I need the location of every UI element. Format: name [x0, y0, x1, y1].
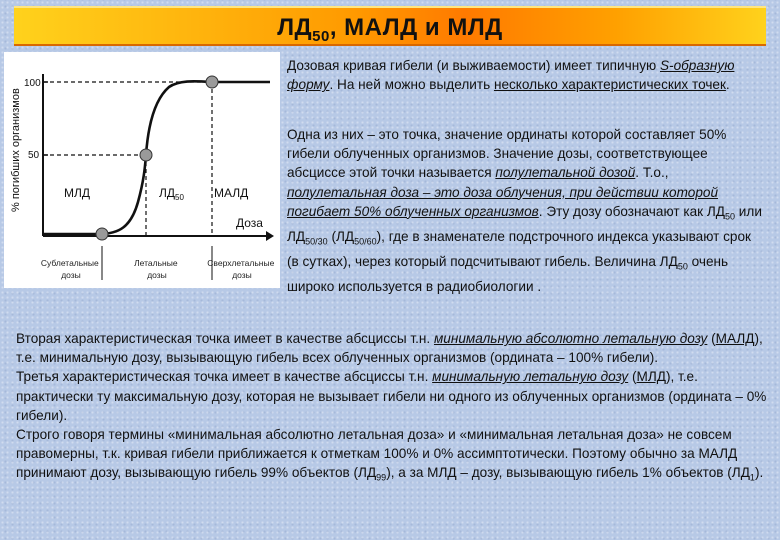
x-axis-arrow [266, 231, 274, 241]
y-tick-label-50: 50 [28, 150, 40, 161]
term-characteristic-points: несколько характеристических точек [493, 77, 726, 93]
y-tick-label-100: 100 [24, 78, 41, 89]
title-main: ЛД [277, 14, 313, 41]
s-curve [43, 81, 270, 234]
page-title [277, 14, 503, 45]
term-mld: минимальную летальную дозу [432, 369, 629, 385]
label-ld-main: ЛД [159, 186, 176, 200]
label-mald: МАЛД [214, 186, 249, 200]
label-ld50 [159, 186, 184, 202]
zone-lethal-label: Летальные дозы [134, 258, 178, 280]
title-subscript: 50 [312, 27, 330, 45]
term-semilethal-dose: полулетальной дозой [495, 165, 636, 181]
title-banner [14, 6, 766, 46]
term-s-shape: S-образную форму [287, 58, 735, 93]
paragraph-mald-mld: Вторая характеристическая точка имеет в качестве абсциссы т.н. минимальную абсолютно летальную дозу (МАЛД), т.е. минимальную дозу, вызывающую гибель всех облученных организмов (ордината – 100% гибели). Третья характеристическая точка имеет в качестве абсциссы т.н. минимальную летальную дозу (МЛД), т.е. практически ту максимальную дозу, которая не вызывает гибели ни одного из облученных организмов (ордината – 0% гибели). Строго говоря термины «минимальная абсолютно летальная доза» и «минимальная летальная доза» не совсем правомерны, т.к. кривая гибели приближается к отметкам 100% и 0% ассимптотически. Поэтому обычно за МАЛД принимают дозу, вызывающую гибель 99% объектов $(ЛД_{99})$, а за МЛД – дозу, вызывающую гибель 1% объектов $(ЛД_1)$. [16, 331, 767, 484]
definition-semilethal-dose: полулетальная доза – это доза облучения, при действии которой погибает 50% облученных организмов [287, 184, 719, 219]
paragraph-ld50: Одна из них – это точка, значение ординаты которой составляет 50% гибели облученных организмов. Значение дозы, соответствующее абсциссе этой точки называется полулетальной дозой. Т.о., полулетальная доза – это доза облучения, при действии которой погибает 50% облученных организмов. Эту дозу обозначают как $ЛД_{50}$ или $ЛД_{50/30}$ $(ЛД_{50/60})$, где в знаменателе подстрочного индекса указывают срок (в сутках), через который подсчитывают гибель. Величина $ЛД_{50}$ очень широко используется в радиобиологии . [287, 127, 762, 294]
zone-sublethal-label: Сублетальные дозы [40, 258, 99, 280]
label-mld: МЛД [64, 186, 90, 200]
label-ld-subscript: 50 [175, 193, 184, 202]
paragraph-intro: Дозовая кривая гибели (и выживаемости) имеет типичную S-образную форму. На ней можно выделить несколько характеристических точек. [287, 58, 735, 93]
point-mld [96, 228, 108, 240]
point-ld50 [140, 149, 152, 161]
zone-superlethal-label: Сверхлетальные дозы [207, 258, 275, 280]
term-mald: минимальную абсолютно летальную дозу [433, 331, 708, 346]
point-mald [206, 76, 218, 88]
y-axis-label: % погибших организмов [10, 88, 22, 212]
title-rest: , МАЛД и МЛД [329, 14, 503, 41]
dose-response-chart [4, 52, 280, 288]
chart-svg [4, 52, 280, 288]
x-axis-label: Доза [236, 216, 263, 230]
